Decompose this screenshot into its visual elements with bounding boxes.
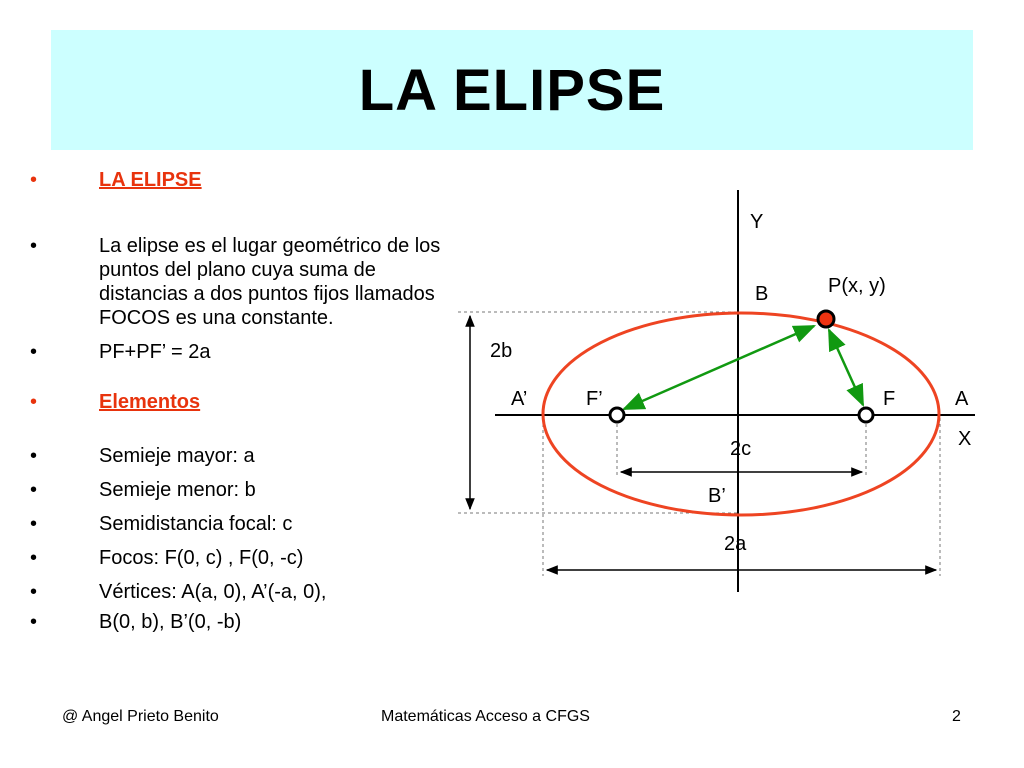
focus-f-prime-point <box>610 408 624 422</box>
bullet-marker: • <box>30 445 38 467</box>
bullet-marker: • <box>30 547 38 569</box>
bullet-marker: • <box>30 341 38 363</box>
bullet-marker: • <box>30 391 38 413</box>
label-dim-2a: 2a <box>724 533 747 555</box>
label-axis-x: X <box>958 428 972 450</box>
vector-p-to-f <box>829 330 863 405</box>
bullet-marker: • <box>30 611 38 633</box>
label-point-p: P(x, y) <box>828 275 886 297</box>
vector-p-to-f-prime <box>624 326 814 409</box>
label-dim-2b: 2b <box>490 340 513 362</box>
bullet-text: Vértices: A(a, 0), A’(-a, 0), <box>99 581 327 603</box>
label-focus-f: F <box>883 388 896 410</box>
bullet-marker: • <box>30 513 38 535</box>
label-axis-y: Y <box>750 211 764 233</box>
footer-author: @ Angel Prieto Benito <box>62 708 219 725</box>
footer-course: Matemáticas Acceso a CFGS <box>381 708 590 725</box>
bullet-text: Elementos <box>99 391 201 413</box>
bullet-text: Semidistancia focal: c <box>99 513 293 535</box>
bullet-text: LA ELIPSE <box>99 169 202 191</box>
bullet-text: B(0, b), B’(0, -b) <box>99 611 242 633</box>
focus-f-point <box>859 408 873 422</box>
page-title: LA ELIPSE <box>358 57 666 123</box>
bullet-text: Semieje mayor: a <box>99 445 255 467</box>
bullet-marker: • <box>30 581 38 603</box>
bullet-text: Focos: F(0, c) , F(0, -c) <box>99 547 304 569</box>
label-focus-f-prime: F’ <box>586 388 603 410</box>
label-vertex-b: B <box>755 283 769 305</box>
point-p <box>818 311 834 327</box>
label-dim-2c: 2c <box>730 438 752 460</box>
bullet-marker: • <box>30 169 38 191</box>
label-vertex-a: A <box>955 388 969 410</box>
bullet-marker: • <box>30 235 38 257</box>
label-vertex-b-prime: B’ <box>708 485 726 507</box>
footer-page-number: 2 <box>952 708 961 725</box>
label-vertex-a-prime: A’ <box>511 388 528 410</box>
bullet-text: PF+PF’ = 2a <box>99 341 211 363</box>
bullet-text: Semieje menor: b <box>99 479 256 501</box>
bullet-text: La elipse es el lugar geométrico de los puntos del plano cuya suma de distancias a dos puntos fijos llamados FOCOS es una constante. <box>99 235 441 329</box>
bullet-marker: • <box>30 479 38 501</box>
